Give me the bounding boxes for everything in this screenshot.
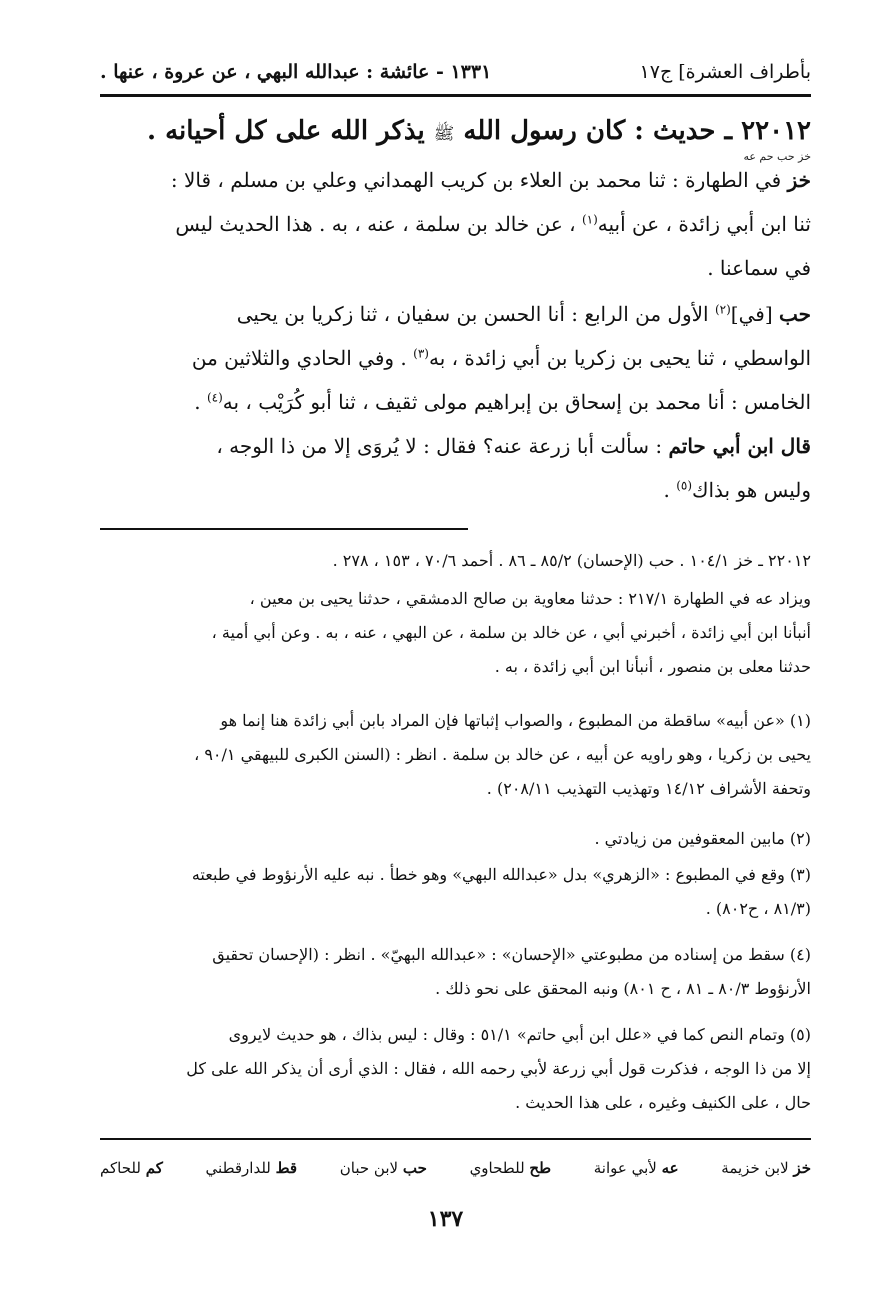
footnote-ref: (٥) [676, 478, 693, 493]
line-text: ، عن خالد بن سلمة ، عنه ، به . هذا الحديث ليس [175, 212, 576, 236]
note-line: ٢٢٠١٢ ـ خز ١٠٤/١ . حب (الإحسان) ٨٥/٢ ـ ٨٦ . أحمد ٧٠/٦ ، ١٥٣ ، ٢٧٨ . [332, 551, 811, 570]
abbreviations-divider [100, 1138, 811, 1140]
note-line: حال ، على الكنيف وغيره ، على هذا الحديث . [515, 1093, 811, 1112]
footnote-ref: (٤) [206, 390, 223, 405]
salutation-symbol: ﷺ [433, 124, 455, 144]
note-line: حدثنا معلى بن منصور ، أنبأنا ابن أبي زائدة ، به . [494, 657, 811, 676]
footnote-2 [100, 822, 811, 856]
header-chapter: ١٣٣١ - عائشة : عبدالله البهي ، عن عروة ، عنها . [100, 61, 492, 83]
line-text: ثنا ابن أبي زائدة ، عن أبيه [597, 212, 811, 236]
abbreviation-code: عه [661, 1159, 679, 1177]
abbreviation-meaning: لأبي عوانة [593, 1159, 657, 1177]
additional-note [100, 582, 811, 684]
line-text: : سألت أبا زرعة عنه؟ فقال : لا يُروَى إلا من ذا الوجه ، [216, 434, 663, 458]
line-text: وليس هو بذاك [692, 478, 811, 502]
line-text: الخامس : أنا محمد بن إسحاق بن إبراهيم مولى ثقيف ، ثنا أبو كُرَيْب ، به [222, 390, 811, 414]
running-header [100, 50, 811, 94]
abbreviation-code: حب [402, 1159, 427, 1177]
note-line: (٢) مابين المعقوفين من زيادتي . [594, 829, 811, 848]
line-text: . [663, 478, 670, 502]
line-text: في الطهارة : ثنا محمد بن العلاء بن كريب الهمداني وعلي بن مسلم ، قالا : [170, 168, 782, 192]
paragraph-ibn-hibban [100, 292, 811, 424]
abbreviation-meaning: لابن خزيمة [721, 1159, 789, 1177]
footnote-ref: (٣) [413, 346, 429, 361]
abbreviation-meaning: للطحاوي [469, 1159, 525, 1177]
note-line: (٣) وقع في المطبوع : «الزهري» بدل «عبدالله البهي» وهو خطأ . نبه عليه الأرنؤوط في طبعته [191, 865, 811, 884]
takhrij-note [100, 544, 811, 578]
text-line [100, 468, 811, 512]
text-line [100, 246, 811, 290]
page-number: ١٣٧ [427, 1206, 464, 1232]
footnote-4 [100, 938, 811, 1006]
header-book-volume: بأطراف العشرة] ج١٧ [639, 61, 811, 83]
note-line: يحيى بن زكريا ، وهو راويه عن أبيه ، عن خالد بن سلمة . انظر : (السنن الكبرى للبيهقي ٩٠/١ ، [194, 745, 811, 764]
abbreviation-item [340, 1159, 427, 1177]
line-text: الأول من الرابع : أنا الحسن بن سفيان ، ثنا زكريا بن يحيى [236, 302, 709, 326]
footnote-ref: (٢) [714, 302, 731, 317]
note-line: وتحفة الأشراف ١٤/١٢ وتهذيب التهذيب ٢٠٨/١١) . [486, 779, 811, 798]
note-line: (٥) وتمام النص كما في «علل ابن أبي حاتم» ٥١/١ : وقال : ليس بذاك ، هو حديث لايروى [228, 1025, 811, 1044]
note-line: ويزاد عه في الطهارة ٢١٧/١ : حدثنا معاوية بن صالح الدمشقي ، حدثنا يحيى بن معين ، [249, 589, 811, 608]
abbreviation-code: خز [793, 1159, 811, 1177]
note-line: إلا من ذا الوجه ، فذكرت قول أبي زرعة لأبي رحمه الله ، فقال : الذي أرى أن يذكر الله على كل [186, 1059, 811, 1078]
note-line: الأرنؤوط ٨٠/٣ ـ ٨١ ، ح ٨٠١) ونبه المحقق على نحو ذلك . [435, 979, 811, 998]
text-line [100, 158, 811, 202]
abbreviation-meaning: لابن حبان [339, 1159, 399, 1177]
abbreviation-item [100, 1159, 163, 1177]
paragraph-ibn-abi-hatim [100, 424, 811, 512]
header-divider [100, 94, 811, 97]
footnotes-divider [100, 528, 468, 530]
note-line: (٤) سقط من إسناده من مطبوعتي «الإحسان» : «عبدالله البهيّ» . انظر : (الإحسان تحقيق [212, 945, 811, 964]
abbreviation-meaning: للحاكم [100, 1159, 141, 1177]
footnote-5 [100, 1018, 811, 1120]
abbreviation-code: قط [275, 1159, 298, 1177]
text-line [100, 336, 811, 380]
footnote-ref: (١) [581, 212, 598, 227]
abbreviation-item [470, 1159, 551, 1177]
text-line [100, 380, 811, 424]
line-text: في سماعنا . [707, 256, 811, 280]
narrator-name: قال ابن أبي حاتم [668, 434, 811, 458]
text-line [100, 292, 811, 336]
paragraph-ibn-khuzayma [100, 158, 811, 290]
footnote-1 [100, 704, 811, 806]
bracket-text: [في] [730, 302, 773, 326]
abbreviation-meaning: للدارقطني [205, 1159, 271, 1177]
line-text: . وفي الحادي والثلاثين من [191, 346, 407, 370]
line-text: . [194, 390, 201, 414]
abbreviation-item [721, 1159, 811, 1177]
text-line [100, 424, 811, 468]
note-line: (١) «عن أبيه» ساقطة من المطبوع ، والصواب إثباتها فإن المراد بابن أبي زائدة هنا إنما هو [220, 711, 811, 730]
abbreviation-code: طح [529, 1159, 552, 1177]
note-line: (٨١/٣ ، ح٨٠٢) . [705, 899, 811, 918]
abbreviation-code: كم [145, 1159, 163, 1177]
hadith-title-start: ٢٢٠١٢ ـ حديث : كان رسول الله [463, 116, 811, 146]
abbreviation-item [206, 1159, 298, 1177]
line-text: الواسطي ، ثنا يحيى بن زكريا بن أبي زائدة ، به [428, 346, 811, 370]
hadith-title [100, 111, 811, 151]
footnote-3 [100, 858, 811, 926]
source-symbols: خز حب حم عه [743, 150, 811, 163]
hadith-title-end: يذكر الله على كل أحيانه . [147, 116, 425, 146]
abbreviations-key [100, 1152, 811, 1184]
abbreviation-item [594, 1159, 679, 1177]
source-code: خز [787, 168, 811, 192]
note-line: أنبأنا ابن أبي زائدة ، أخبرني أبي ، عن خالد بن سلمة ، عن البهي ، عنه ، به . وعن أبي أمية ، [211, 623, 811, 642]
text-line [100, 202, 811, 246]
source-code: حب [778, 302, 811, 326]
